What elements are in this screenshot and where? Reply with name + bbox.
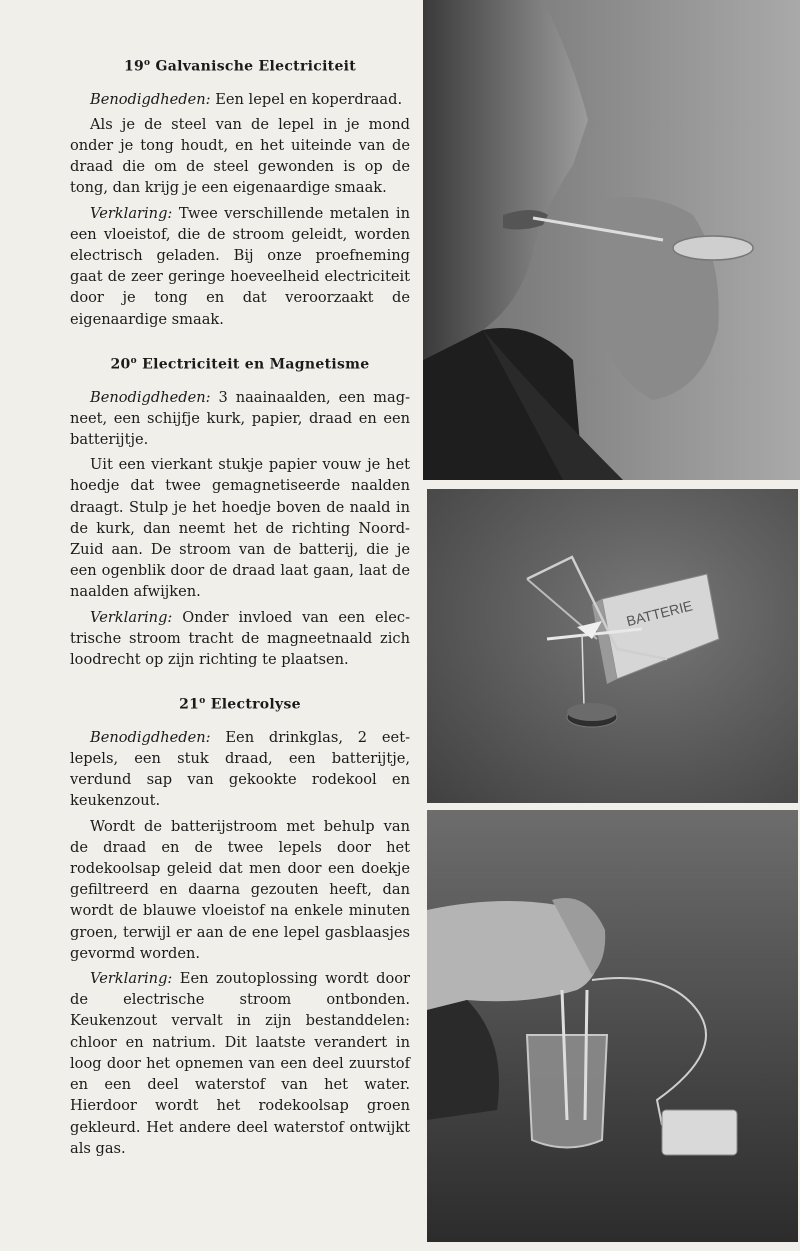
battery-needle-illustration — [427, 489, 798, 803]
electrolysis-illustration — [427, 810, 798, 1242]
degree-mark: o — [199, 696, 206, 707]
paragraph — [70, 114, 410, 199]
paragraph-label: Benodigdheden: — [90, 728, 211, 746]
section-title — [70, 356, 410, 373]
paragraph — [70, 454, 410, 602]
photo-electrolysis — [427, 810, 798, 1242]
degree-mark: o — [130, 355, 137, 366]
section-heading: Electriciteit en Magnetisme — [142, 356, 370, 373]
photo-galvanic — [423, 0, 800, 480]
degree-mark: o — [144, 58, 151, 68]
text-column — [70, 58, 410, 1185]
paragraph-label: Benodigdheden: — [90, 90, 211, 108]
paragraph-label: Verklaring: — [90, 204, 173, 222]
section-20 — [70, 356, 410, 670]
paragraph-text: 3 naainaalden, een magneet, een schijfje kurk, papier, draad en een batterijtje. — [70, 388, 410, 448]
paragraph-text: Een zoutoplossing wordt door de electrische stroom ontbonden. Keukenzout vervalt in zijn bestanddelen: chloor en natrium. Dit laatste verandert in loog door het opnemen van een deel zuurstof en een deel waterstof van het water. Hierdoor wordt het rodekoolsap groen gekleurd. Het andere deel waterstof ontwijkt als gas. — [70, 970, 410, 1157]
section-21 — [70, 696, 410, 1159]
man-with-spoon-illustration — [423, 0, 800, 480]
paragraph-text: Wordt de batterijstroom met behulp van de draad en de twee lepels door het rodekoolsap geleid dat men door een doekje gefiltreerd en daarna gezouten heeft, dan wordt de blauwe vloeistof na enkele minuten groen, terwijl er aan de ene lepel gasblaasjes gevormd worden. — [70, 817, 410, 962]
section-19 — [70, 58, 410, 330]
section-heading: Galvanische Electriciteit — [155, 58, 357, 75]
section-title — [70, 58, 410, 75]
paragraph-text: Een drinkglas, 2 eetlepels, een stuk draad, een batterijtje, verdund sap van gekookte rodekool en keukenzout. — [70, 728, 410, 810]
section-title — [70, 696, 410, 713]
paragraph — [70, 89, 410, 110]
paragraph — [70, 387, 410, 451]
section-heading: Electrolyse — [210, 696, 301, 713]
paragraph-text: Een lepel en koperdraad. — [210, 90, 403, 108]
paragraph — [70, 816, 410, 964]
battery-lettering: BATTERIE — [624, 597, 695, 630]
paragraph — [70, 968, 410, 1159]
paragraph-text: Als je de steel van de lepel in je mond onder je tong houdt, en het uiteinde van de draad die om de steel gewonden is op de tong, dan krijg je een eigenaardige smaak. — [70, 115, 410, 197]
paragraph-label: Verklaring: — [90, 608, 173, 626]
paragraph-label: Verklaring: — [90, 970, 173, 988]
paragraph — [70, 607, 410, 671]
photo-magnetism — [427, 489, 798, 803]
paragraph-label: Benodigdheden: — [90, 388, 211, 406]
paragraph — [70, 203, 410, 330]
section-number: 21 — [179, 696, 200, 713]
section-number: 20 — [110, 356, 131, 373]
paragraph-text: Uit een vierkant stukje papier vouw je het hoedje dat twee gemagnetiseerde naalden draagt. Stulp je het hoedje boven de naald in de kurk, dan neemt het de richting Noord-Zuid aan. De stroom van de batterij, die je een ogenblik door de draad laat gaan, laat de naalden afwijken. — [70, 456, 410, 601]
section-number: 19 — [123, 58, 145, 75]
paragraph-text: Onder invloed van een electrische stroom tracht de magneetnaald zich loodrecht op zijn richting te plaatsen. — [70, 608, 410, 668]
paragraph — [70, 727, 410, 812]
paragraph-text: Twee verschillende metalen in een vloeistof, die de stroom geleidt, worden electrisch geladen. Bij onze proefneming gaat de zeer geringe hoeveelheid electriciteit door je tong en dat veroorzaakt de eigenaardige smaak. — [70, 204, 410, 328]
